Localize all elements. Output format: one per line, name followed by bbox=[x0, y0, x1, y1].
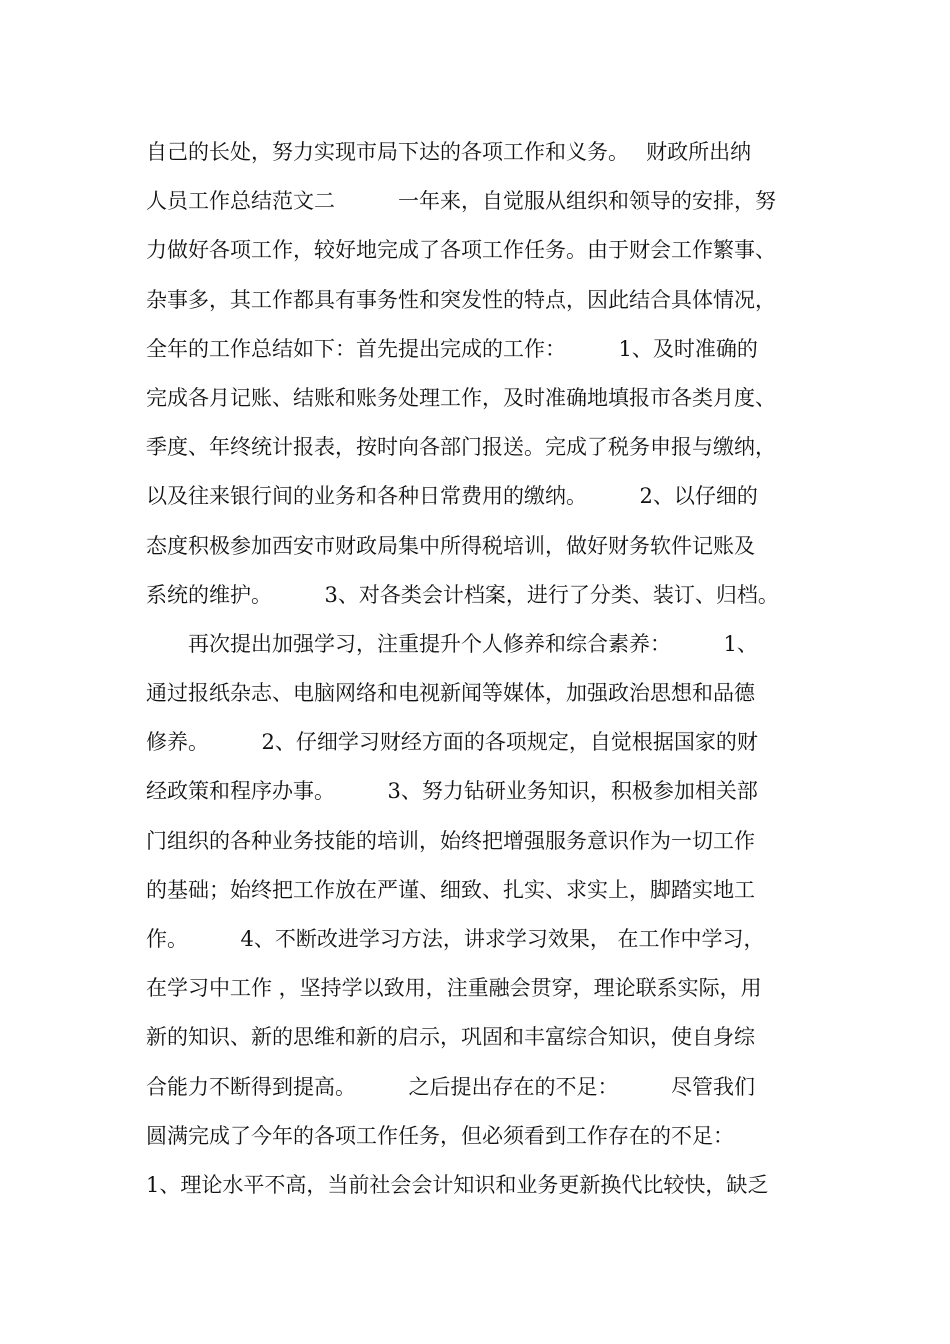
text-line-20: 合能力不断得到提高。 之后提出存在的不足： 尽管我们 bbox=[146, 1074, 755, 1099]
text-line-6: 完成各月记账、结账和账务处理工作，及时准确地填报市各类月度、 bbox=[146, 385, 776, 410]
text-line-7: 季度、年终统计报表，按时向各部门报送。完成了税务申报与缴纳， bbox=[146, 435, 776, 460]
text-line-4: 杂事多，其工作都具有事务性和突发性的特点，因此结合具体情况， bbox=[146, 287, 776, 312]
text-line-1: 自己的长处，努力实现市局下达的各项工作和义务。 财政所出纳 bbox=[146, 140, 752, 164]
text-line-11: 再次提出加强学习，注重提升个人修养和综合素养： 1、 bbox=[146, 631, 758, 656]
text-line-22: 1、理论水平不高，当前社会会计知识和业务更新换代比较快，缺乏 bbox=[146, 1172, 769, 1197]
text-line-17: 作。 4、不断改进学习方法，讲求学习效果， 在工作中学习， bbox=[146, 927, 765, 951]
text-line-12: 通过报纸杂志、电脑网络和电视新闻等媒体，加强政治思想和品德 bbox=[146, 681, 755, 706]
text-line-9: 态度积极参加西安市财政局集中所得税培训，做好财务软件记账及 bbox=[146, 533, 755, 558]
text-line-14: 经政策和程序办事。 3、努力钻研业务知识，积极参加相关部 bbox=[146, 779, 758, 804]
text-line-18: 在学习中工作 ，坚持学以致用，注重融会贯穿，理论联系实际，用 bbox=[146, 976, 762, 1001]
text-line-3: 力做好各项工作，较好地完成了各项工作任务。由于财会工作繁事、 bbox=[146, 238, 776, 263]
text-line-5: 全年的工作总结如下：首先提出完成的工作： 1、及时准确的 bbox=[146, 336, 758, 361]
text-line-15: 门组织的各种业务技能的培训，始终把增强服务意识作为一切工作 bbox=[146, 828, 755, 853]
text-line-21: 圆满完成了今年的各项工作任务，但必须看到工作存在的不足： bbox=[146, 1123, 734, 1148]
text-line-8: 以及往来银行间的业务和各种日常费用的缴纳。 2、以仔细的 bbox=[146, 484, 758, 509]
body-text bbox=[146, 128, 836, 1210]
text-line-13: 修养。 2、仔细学习财经方面的各项规定，自觉根据国家的财 bbox=[146, 730, 758, 755]
text-line-2: 人员工作总结范文二 一年来，自觉服从组织和领导的安排，努 bbox=[146, 189, 776, 214]
text-line-16: 的基础；始终把工作放在严谨、细致、扎实、求实上，脚踏实地工 bbox=[146, 877, 755, 902]
text-line-10: 系统的维护。 3、对各类会计档案，进行了分类、装订、归档。 bbox=[146, 582, 779, 607]
text-line-19: 新的知识、新的思维和新的启示，巩固和丰富综合知识，使自身综 bbox=[146, 1025, 755, 1050]
